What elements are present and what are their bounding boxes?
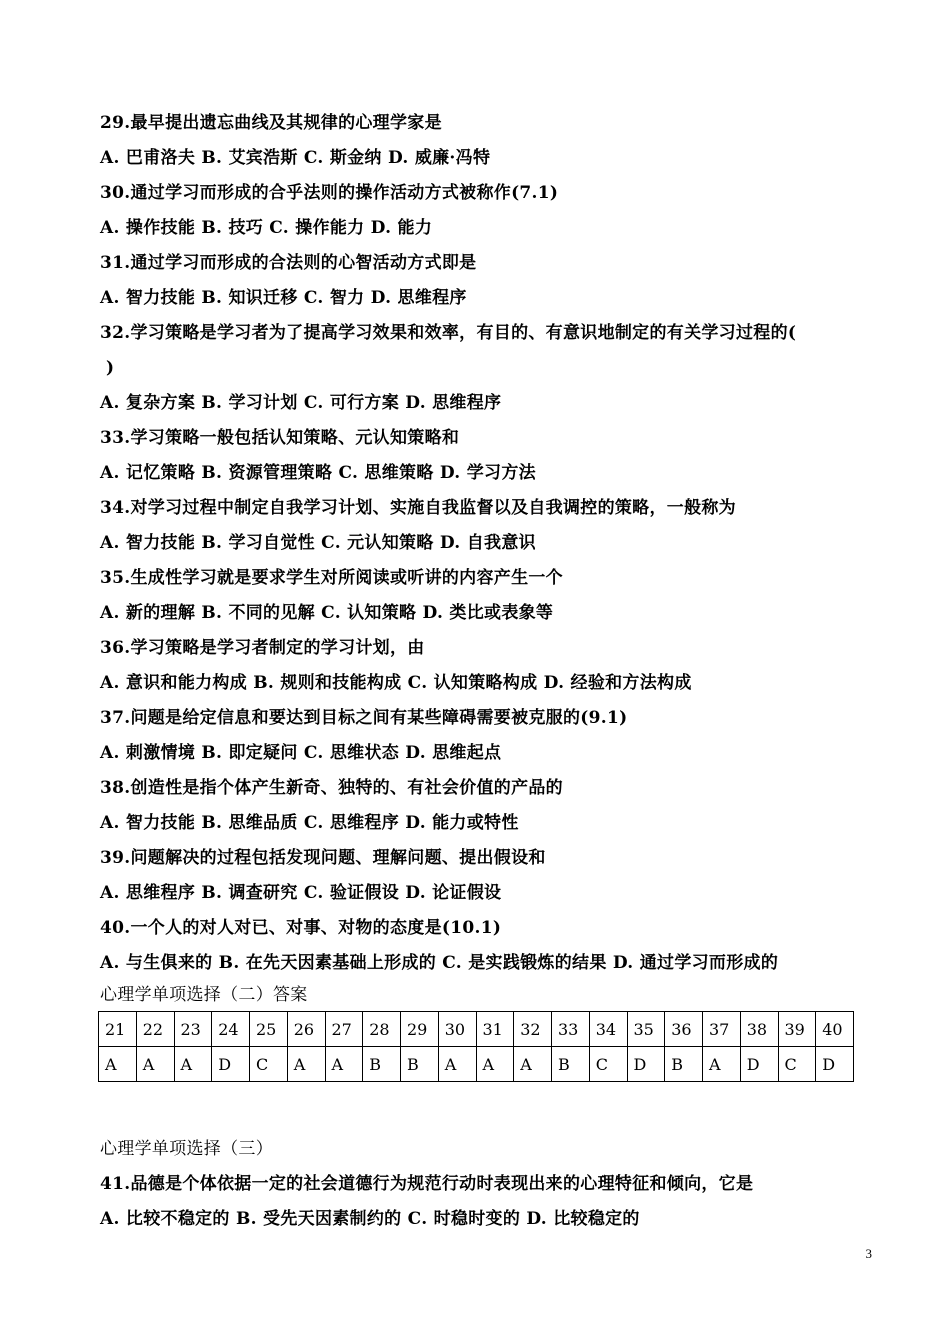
answer-letter-cell: C — [778, 1047, 816, 1082]
options-line: A. 复杂方案 B. 学习计划 C. 可行方案 D. 思维程序 — [100, 393, 502, 413]
answer-number-cell: 36 — [665, 1012, 703, 1047]
question-line: 32.学习策略是学习者为了提高学习效果和效率，有目的、有意识地制定的有关学习过程的( — [100, 323, 797, 343]
answer-number-cell: 22 — [136, 1012, 174, 1047]
answer-number-cell: 39 — [778, 1012, 816, 1047]
answer-number-cell: 21 — [99, 1012, 137, 1047]
page-number: 3 — [865, 1246, 872, 1261]
answer-letter-cell: A — [99, 1047, 137, 1082]
question-list — [100, 106, 880, 981]
answer-letter-cell: C — [589, 1047, 627, 1082]
options-line: A. 新的理解 B. 不同的见解 C. 认知策略 D. 类比或表象等 — [100, 603, 554, 623]
options-line: A. 刺激情境 B. 即定疑问 C. 思维状态 D. 思维起点 — [100, 743, 502, 763]
answer-table — [98, 1011, 854, 1082]
options-line: A. 比较不稳定的 B. 受先天因素制约的 C. 时稳时变的 D. 比较稳定的 — [100, 1209, 640, 1229]
answer-number-cell: 31 — [476, 1012, 514, 1047]
options-line: A. 记忆策略 B. 资源管理策略 C. 思维策略 D. 学习方法 — [100, 463, 536, 483]
answer-number-cell: 35 — [627, 1012, 665, 1047]
options-line: A. 操作技能 B. 技巧 C. 操作能力 D. 能力 — [100, 218, 433, 238]
section-three-title: 心理学单项选择（三） — [100, 1139, 273, 1159]
answer-number-row — [99, 1012, 854, 1047]
question-line: 36.学习策略是学习者制定的学习计划，由 — [100, 638, 425, 658]
answer-number-cell: 37 — [703, 1012, 741, 1047]
question-line: 38.创造性是指个体产生新奇、独特的、有社会价值的产品的 — [100, 778, 563, 798]
question-line: 41.品德是个体依据一定的社会道德行为规范行动时表现出来的心理特征和倾向，它是 — [100, 1174, 754, 1194]
answer-letter-cell: A — [514, 1047, 552, 1082]
options-line: A. 智力技能 B. 思维品质 C. 思维程序 D. 能力或特性 — [100, 813, 519, 833]
answer-number-cell: 27 — [325, 1012, 363, 1047]
answer-number-cell: 29 — [401, 1012, 439, 1047]
options-line: A. 意识和能力构成 B. 规则和技能构成 C. 认知策略构成 D. 经验和方法构成 — [100, 673, 692, 693]
answer-letter-row — [99, 1047, 854, 1082]
question-line: 40.一个人的对人对已、对事、对物的态度是(10.1) — [100, 918, 502, 938]
answer-section-title: 心理学单项选择（二）答案 — [100, 985, 308, 1005]
options-line: A. 智力技能 B. 知识迁移 C. 智力 D. 思维程序 — [100, 288, 467, 308]
answer-letter-cell: A — [703, 1047, 741, 1082]
answer-number-cell: 24 — [212, 1012, 250, 1047]
answer-number-cell: 26 — [287, 1012, 325, 1047]
answer-letter-cell: C — [250, 1047, 288, 1082]
answer-number-cell: 23 — [174, 1012, 212, 1047]
section-three-question-list — [100, 1167, 880, 1237]
answer-letter-cell: B — [363, 1047, 401, 1082]
section-gap — [100, 1082, 880, 1132]
question-line: 39.问题解决的过程包括发现问题、理解问题、提出假设和 — [100, 848, 546, 868]
answer-letter-cell: D — [212, 1047, 250, 1082]
answer-number-cell: 30 — [438, 1012, 476, 1047]
page-content — [100, 106, 880, 1237]
answer-number-cell: 34 — [589, 1012, 627, 1047]
answer-number-cell: 40 — [816, 1012, 854, 1047]
question-line: 30.通过学习而形成的合乎法则的操作活动方式被称作(7.1) — [100, 183, 559, 203]
answer-number-cell: 32 — [514, 1012, 552, 1047]
answer-number-cell: 28 — [363, 1012, 401, 1047]
answer-letter-cell: A — [476, 1047, 514, 1082]
question-line: 29.最早提出遗忘曲线及其规律的心理学家是 — [100, 113, 442, 133]
options-line: A. 智力技能 B. 学习自觉性 C. 元认知策略 D. 自我意识 — [100, 533, 536, 553]
options-line: A. 巴甫洛夫 B. 艾宾浩斯 C. 斯金纳 D. 威廉·冯特 — [100, 148, 491, 168]
answer-number-cell: 25 — [250, 1012, 288, 1047]
answer-letter-cell: A — [136, 1047, 174, 1082]
answer-letter-cell: D — [740, 1047, 778, 1082]
question-line: 33.学习策略一般包括认知策略、元认知策略和 — [100, 428, 460, 448]
question-line-continuation: ) — [106, 358, 115, 378]
answer-number-cell: 38 — [740, 1012, 778, 1047]
answer-letter-cell: B — [552, 1047, 590, 1082]
question-line: 31.通过学习而形成的合法则的心智活动方式即是 — [100, 253, 477, 273]
answer-letter-cell: A — [438, 1047, 476, 1082]
answer-letter-cell: A — [325, 1047, 363, 1082]
question-line: 34.对学习过程中制定自我学习计划、实施自我监督以及自我调控的策略，一般称为 — [100, 498, 736, 518]
answer-letter-cell: A — [287, 1047, 325, 1082]
options-line: A. 思维程序 B. 调查研究 C. 验证假设 D. 论证假设 — [100, 883, 502, 903]
answer-letter-cell: B — [665, 1047, 703, 1082]
answer-number-cell: 33 — [552, 1012, 590, 1047]
answer-letter-cell: B — [401, 1047, 439, 1082]
question-line: 35.生成性学习就是要求学生对所阅读或听讲的内容产生一个 — [100, 568, 563, 588]
options-line: A. 与生俱来的 B. 在先天因素基础上形成的 C. 是实践锻炼的结果 D. 通过学习而形成的 — [100, 953, 779, 973]
answer-letter-cell: A — [174, 1047, 212, 1082]
answer-letter-cell: D — [627, 1047, 665, 1082]
question-line: 37.问题是给定信息和要达到目标之间有某些障碍需要被克服的(9.1) — [100, 708, 628, 728]
answer-letter-cell: D — [816, 1047, 854, 1082]
